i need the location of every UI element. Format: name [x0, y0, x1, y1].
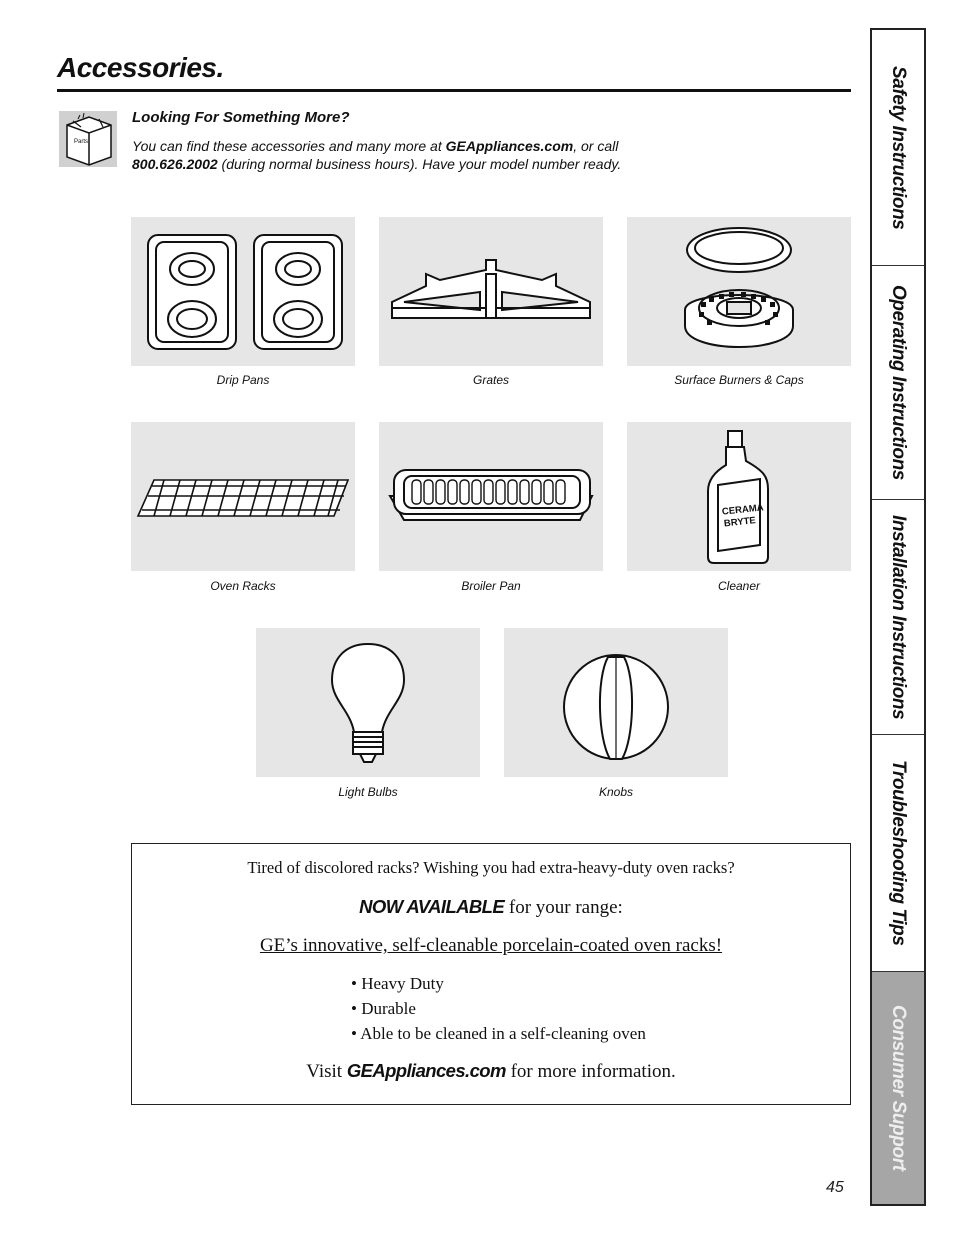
- promo-question: Tired of discolored racks? Wishing you had extra-heavy-duty oven racks?: [247, 858, 735, 877]
- tab-label: Consumer Support: [888, 1005, 909, 1171]
- tab-installation-instructions[interactable]: [872, 500, 924, 735]
- accessory-tile-knobs: [504, 628, 728, 777]
- tab-label: Troubleshooting Tips: [888, 760, 909, 946]
- accessory-tile-surface-burners: [627, 217, 851, 366]
- accessory-caption: Light Bulbs: [338, 785, 398, 799]
- accessory-caption: Surface Burners & Caps: [674, 373, 804, 387]
- intro-heading: Looking For Something More?: [132, 109, 350, 126]
- promo-box: [131, 843, 851, 1105]
- accessory-caption: Knobs: [598, 785, 634, 799]
- page-number: 45: [826, 1179, 844, 1196]
- oven-rack-icon: [134, 472, 352, 522]
- page-title: Accessories.: [57, 52, 224, 83]
- accessory-caption: Broiler Pan: [461, 579, 521, 593]
- intro-website: GEAppliances.com: [445, 138, 574, 154]
- cleaner-label-line1: CERAMA: [721, 501, 765, 518]
- cleaner-label-line2: BRYTE: [723, 514, 757, 529]
- promo-feature: • Durable: [351, 996, 646, 1021]
- parts-box-icon: [59, 111, 117, 167]
- title-rule: [57, 89, 851, 92]
- accessory-caption: Drip Pans: [216, 373, 270, 387]
- accessory-caption: Cleaner: [717, 579, 761, 593]
- accessory-tile-light-bulbs: [256, 628, 480, 777]
- tab-label: Installation Instructions: [888, 514, 909, 720]
- promo-now-available: NOW AVAILABLE for your range:: [359, 896, 623, 918]
- promo-visit: Visit GEAppliances.com for more information.: [306, 1060, 676, 1082]
- section-tabs: [870, 28, 926, 1206]
- intro-phone: 800.626.2002: [132, 156, 218, 172]
- tab-consumer-support[interactable]: [872, 972, 924, 1204]
- tab-safety-instructions[interactable]: [872, 30, 924, 266]
- cleaner-bottle-icon: [704, 427, 774, 567]
- accessory-tile-drip-pans: [131, 217, 355, 366]
- intro-text: You can find these accessories and many more at GEAppliances.com, or call 800.626.2002 (during normal business hours). Have your model number ready.: [132, 138, 622, 172]
- promo-headline: GE’s innovative, self-cleanable porcelain-coated oven racks!: [259, 935, 723, 956]
- grates-icon: [386, 252, 596, 332]
- knob-icon: [560, 643, 672, 763]
- tab-troubleshooting-tips[interactable]: [872, 735, 924, 972]
- accessory-tile-oven-racks: [131, 422, 355, 571]
- accessory-tile-grates: [379, 217, 603, 366]
- tab-label: Operating Instructions: [888, 285, 909, 480]
- now-available-label: NOW AVAILABLE: [359, 896, 505, 917]
- broiler-pan-icon: [384, 462, 598, 532]
- promo-feature: • Able to be cleaned in a self-cleaning oven: [351, 1021, 646, 1046]
- tab-label: Safety Instructions: [888, 65, 909, 230]
- surface-burner-icon: [669, 224, 809, 360]
- light-bulb-icon: [328, 640, 408, 766]
- promo-feature-list: [351, 971, 646, 1046]
- accessory-tile-cleaner: [627, 422, 851, 571]
- promo-feature: • Heavy Duty: [351, 971, 646, 996]
- accessory-caption: Grates: [472, 373, 509, 387]
- tab-operating-instructions[interactable]: [872, 266, 924, 500]
- parts-box-label: Parts: [74, 139, 89, 145]
- accessory-tile-broiler-pan: [379, 422, 603, 571]
- accessory-caption: Oven Racks: [210, 579, 276, 593]
- drip-pans-icon: [138, 227, 348, 357]
- promo-website-link[interactable]: GEAppliances.com: [346, 1060, 506, 1081]
